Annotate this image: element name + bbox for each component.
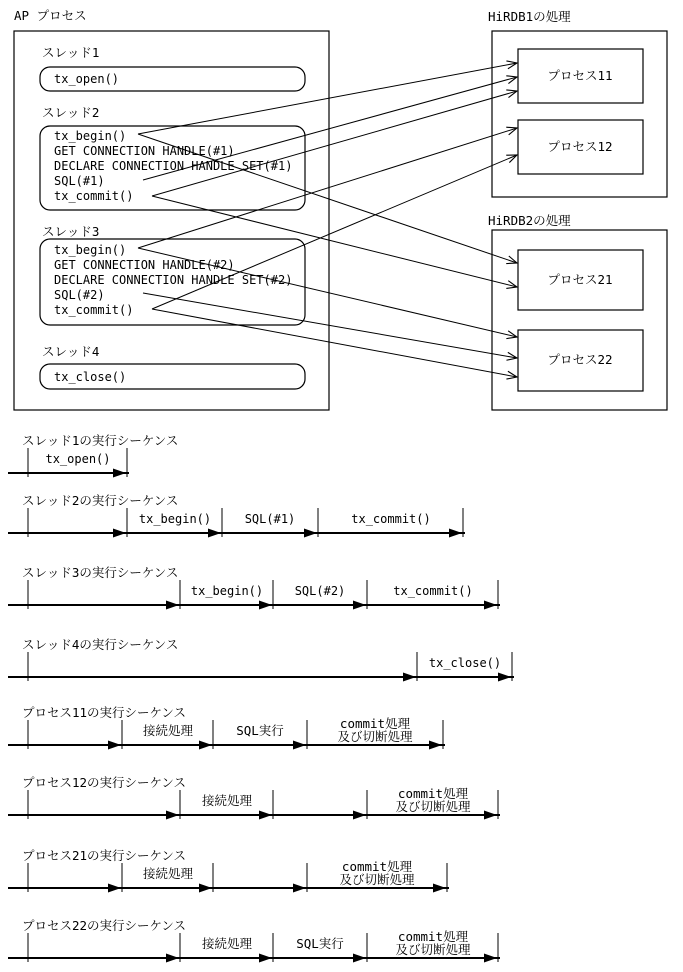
hirdb2-block xyxy=(488,213,667,410)
timeline-arrowhead xyxy=(498,673,511,682)
timeline-arrowhead xyxy=(353,811,366,820)
timeline-arrowhead xyxy=(484,954,497,963)
thread-3-line: DECLARE CONNECTION HANDLE SET(#2) xyxy=(54,273,293,287)
segment-label: 及び切断処理 xyxy=(395,942,471,957)
arrow-t2-sql1-to-p11 xyxy=(143,77,517,180)
segment-label: tx_open() xyxy=(45,452,111,466)
segment-label: 接続処理 xyxy=(201,936,253,951)
timeline-arrowhead xyxy=(259,601,272,610)
timeline-process11 xyxy=(8,705,445,750)
process-12-label: プロセス12 xyxy=(547,139,613,154)
segment-label: SQL実行 xyxy=(296,936,344,951)
timeline-arrowhead xyxy=(484,811,497,820)
timeline-arrowhead xyxy=(449,529,462,538)
timeline-arrowhead xyxy=(353,601,366,610)
thread-2-line: SQL(#1) xyxy=(54,174,105,188)
segment-label: 接続処理 xyxy=(142,866,194,881)
hirdb2-label: HiRDB2の処理 xyxy=(488,213,571,228)
thread-3-line: GET CONNECTION HANDLE(#2) xyxy=(54,258,235,272)
timeline-title: プロセス21の実行シーケンス xyxy=(22,848,187,863)
segment-label: 及び切断処理 xyxy=(337,729,413,744)
arrow-t3-txcommit-to-p22 xyxy=(152,309,517,377)
segment-label: 及び切断処理 xyxy=(395,799,471,814)
connection-arrows xyxy=(138,63,517,377)
thread-2-line: tx_begin() xyxy=(54,129,127,143)
segment-label: SQL(#1) xyxy=(244,512,296,526)
timeline-arrowhead xyxy=(433,884,446,893)
process-21-label: プロセス21 xyxy=(547,272,613,287)
timeline-title: プロセス12の実行シーケンス xyxy=(22,775,187,790)
timeline-title: スレッド2の実行シーケンス xyxy=(22,493,179,508)
arrow-t3-txcommit-to-p12 xyxy=(152,155,517,309)
timeline-arrowhead xyxy=(293,741,306,750)
hirdb1-label: HiRDB1の処理 xyxy=(488,9,571,24)
timeline-arrowhead xyxy=(353,954,366,963)
segment-label: SQL(#2) xyxy=(294,584,346,598)
timeline-process12 xyxy=(8,775,500,820)
timeline-arrowhead xyxy=(208,529,221,538)
thread-2-line: DECLARE CONNECTION HANDLE SET(#1) xyxy=(54,159,293,173)
ap-process-label: AP プロセス xyxy=(14,8,87,23)
timeline-thread3 xyxy=(8,565,500,610)
timeline-arrowhead xyxy=(166,954,179,963)
thread-4-block xyxy=(40,344,305,389)
timeline-title: スレッド4の実行シーケンス xyxy=(22,637,179,652)
timeline-thread1 xyxy=(8,433,178,478)
timeline-arrowhead xyxy=(259,954,272,963)
thread-2-line: GET CONNECTION HANDLE(#1) xyxy=(54,144,235,158)
ap-process-block xyxy=(14,8,329,410)
timeline-arrowhead xyxy=(403,673,416,682)
process-11-label: プロセス11 xyxy=(547,68,613,83)
segment-label: tx_begin() xyxy=(190,584,264,598)
process-22-label: プロセス22 xyxy=(547,352,613,367)
thread-3-block xyxy=(40,224,305,325)
timeline-thread2 xyxy=(8,493,465,538)
timeline-thread4 xyxy=(8,637,514,682)
segment-label: 及び切断処理 xyxy=(339,872,415,887)
arrow-t2-txbegin-to-p11 xyxy=(138,63,517,134)
segment-label: commit処理 xyxy=(397,929,469,944)
timeline-arrowhead xyxy=(429,741,442,750)
timeline-arrowhead xyxy=(304,529,317,538)
segment-label: tx_begin() xyxy=(138,512,212,526)
timeline-arrowhead xyxy=(108,741,121,750)
timeline-process22 xyxy=(8,918,500,963)
thread-1-title: スレッド1 xyxy=(42,45,100,60)
thread-2-title: スレッド2 xyxy=(42,105,100,120)
timeline-title: スレッド1の実行シーケンス xyxy=(22,433,179,448)
arrow-t3-txbegin-to-p22 xyxy=(138,248,517,337)
segment-label: commit処理 xyxy=(339,716,411,731)
thread-2-line: tx_commit() xyxy=(54,189,134,203)
timeline-arrowhead xyxy=(259,811,272,820)
timeline-arrowhead xyxy=(113,529,126,538)
segment-label: 接続処理 xyxy=(201,793,253,808)
timeline-arrowhead xyxy=(113,469,126,478)
segment-label: tx_close() xyxy=(428,656,502,670)
timeline-title: スレッド3の実行シーケンス xyxy=(22,565,179,580)
thread-3-line: tx_begin() xyxy=(54,243,127,257)
thread-3-line: tx_commit() xyxy=(54,303,134,317)
segment-label: 接続処理 xyxy=(142,723,194,738)
timeline-arrowhead xyxy=(166,811,179,820)
hirdb1-block xyxy=(488,9,667,197)
timeline-arrowhead xyxy=(293,884,306,893)
thread-2-block xyxy=(40,105,305,210)
timeline-arrowhead xyxy=(199,884,212,893)
thread-3-title: スレッド3 xyxy=(42,224,100,239)
segment-label: commit処理 xyxy=(397,786,469,801)
segment-label: tx_commit() xyxy=(393,584,473,598)
thread-1-block xyxy=(40,45,305,91)
thread-4-title: スレッド4 xyxy=(42,344,100,359)
timeline-arrowhead xyxy=(108,884,121,893)
arrow-t2-txbegin-to-p21 xyxy=(138,134,517,263)
timeline-title: プロセス11の実行シーケンス xyxy=(22,705,187,720)
thread-3-line: SQL(#2) xyxy=(54,288,105,302)
timeline-title: プロセス22の実行シーケンス xyxy=(22,918,187,933)
segment-label: SQL実行 xyxy=(236,723,284,738)
timeline-process21 xyxy=(8,848,449,893)
timeline-arrowhead xyxy=(199,741,212,750)
segment-label: commit処理 xyxy=(341,859,413,874)
timeline-arrowhead xyxy=(484,601,497,610)
thread-4-line: tx_close() xyxy=(54,370,127,384)
thread-1-line: tx_open() xyxy=(54,72,120,86)
segment-label: tx_commit() xyxy=(351,512,431,526)
timeline-arrowhead xyxy=(166,601,179,610)
